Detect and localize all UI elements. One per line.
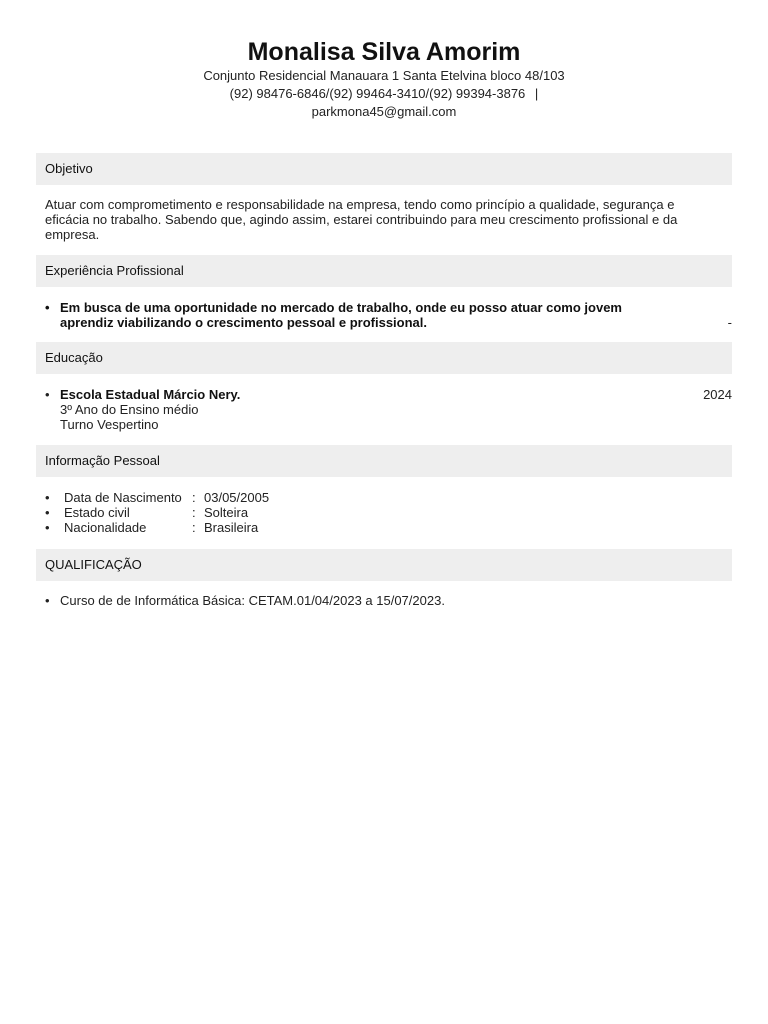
list-item: [36, 520, 732, 535]
address: Conjunto Residencial Manauara 1 Santa Etelvina bloco 48/103: [203, 68, 565, 83]
education-year: 2024: [703, 387, 732, 402]
resume-header: [0, 0, 768, 121]
pessoal-list: [36, 490, 732, 535]
qualificacao-list: [36, 593, 732, 608]
email: parkmona45@gmail.com: [311, 104, 457, 119]
list-item: [36, 505, 732, 520]
info-value: Solteira: [204, 505, 249, 520]
section-objetivo-heading: Objetivo: [36, 153, 732, 185]
experiencia-list: [36, 300, 732, 330]
contact-separator: |: [534, 86, 539, 101]
info-value: 03/05/2005: [204, 490, 270, 505]
section-objetivo-body: [36, 197, 732, 242]
list-item: [36, 593, 732, 608]
info-colon: :: [192, 490, 196, 505]
phones-line: [0, 85, 768, 103]
list-item: [36, 387, 732, 432]
experiencia-date: -: [727, 315, 732, 330]
school-shift: Turno Vespertino: [60, 417, 159, 432]
info-label: • Data de Nascimento: [64, 490, 182, 505]
school-grade: 3º Ano do Ensino médio: [60, 402, 199, 417]
section-experiencia-body: [36, 300, 732, 330]
school-name: • Escola Estadual Márcio Nery.: [60, 387, 241, 402]
info-colon: :: [192, 505, 196, 520]
experiencia-item-text: Em busca de uma oportunidade no mercado de trabalho, onde eu posso atuar como jovem aprendiz viabilizando o crescimento pessoal e profissional.: [60, 300, 622, 330]
list-item: [36, 300, 732, 330]
info-label: • Estado civil: [64, 505, 130, 520]
info-value: Brasileira: [204, 520, 259, 535]
educacao-list: [36, 387, 732, 432]
qualificacao-item-text: Curso de de Informática Básica: CETAM.01/04/2023 a 15/07/2023.: [60, 593, 445, 608]
section-pessoal-body: [36, 490, 732, 535]
info-label: • Nacionalidade: [64, 520, 147, 535]
section-educacao-heading: Educação: [36, 342, 732, 374]
section-experiencia-heading: Experiência Profissional: [36, 255, 732, 287]
section-pessoal-heading: Informação Pessoal: [36, 445, 732, 477]
list-item: [36, 490, 732, 505]
candidate-name: Monalisa Silva Amorim: [247, 38, 521, 66]
section-educacao-body: [36, 387, 732, 432]
info-colon: :: [192, 520, 196, 535]
objetivo-text: Atuar com comprometimento e responsabilidade na empresa, tendo como princípio a qualidade, segurança e eficácia no trabalho. Sabendo que, agindo assim, estarei contribuindo para meu crescimento profissional e da empresa.: [45, 197, 678, 242]
phone-numbers: (92) 98476-6846/(92) 99464-3410/(92) 99394-3876: [229, 86, 526, 101]
section-qualificacao-body: [36, 593, 732, 608]
section-qualificacao-heading: QUALIFICAÇÃO: [36, 549, 732, 581]
